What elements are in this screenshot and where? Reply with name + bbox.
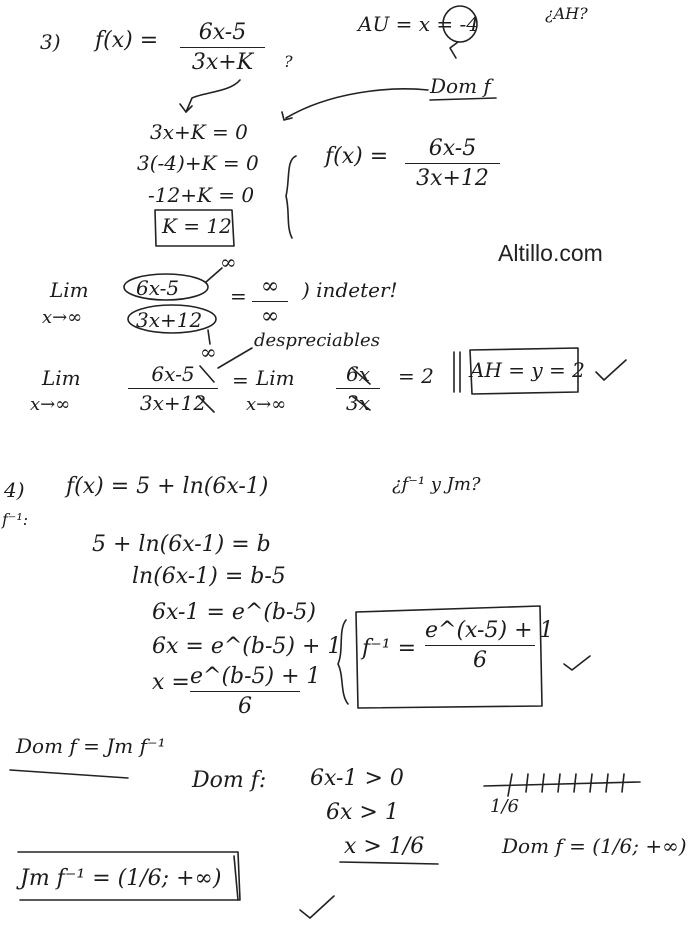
check-mark-2 — [564, 656, 590, 670]
inverse-denominator: 6 — [473, 648, 487, 673]
x-lhs: x = — [152, 670, 190, 695]
arrow-k — [186, 80, 240, 112]
function-2-numerator: 6x-5 — [428, 136, 477, 161]
despreciables-note: despreciables — [254, 330, 380, 351]
step-3: -12+K = 0 — [148, 183, 255, 207]
limit-result: = 2 — [398, 364, 434, 388]
vertical-asymptote: AU = x = -4 — [358, 12, 480, 36]
fraction-bar — [336, 388, 380, 389]
lim-3-numerator: 6x — [345, 362, 370, 386]
infinity-mark-bottom: ∞ — [200, 340, 217, 364]
problem-3-denominator: 3x+K — [191, 50, 254, 75]
x-fraction — [190, 664, 321, 719]
fraction-bar — [190, 691, 300, 692]
watermark: Altillo.com — [498, 240, 603, 266]
k-result: K = 12 — [162, 214, 232, 238]
check-mark-3 — [300, 896, 334, 918]
inverse-mark: f⁻¹: — [2, 510, 29, 529]
p4-step-2: ln(6x-1) = b-5 — [132, 564, 286, 589]
step-2: 3(-4)+K = 0 — [137, 151, 259, 175]
number-line-label: 1/6 — [490, 796, 519, 817]
fraction-bar — [252, 301, 288, 302]
arrow-dom — [286, 89, 428, 118]
lim-1-numerator: 6x-5 — [136, 276, 180, 300]
problem-3-numerator: 6x-5 — [198, 20, 247, 45]
function-2-label: f(x) = — [325, 144, 389, 169]
problem-3-number: 3) — [40, 30, 61, 54]
lim-3-denominator: 3x — [345, 391, 370, 415]
dom-f-label: Dom f — [430, 74, 491, 98]
check-mark-1 — [596, 360, 626, 380]
inequality-1: 6x-1 > 0 — [310, 766, 404, 791]
arrow-minus-four — [450, 42, 458, 58]
lim-2-word: Lim — [42, 366, 81, 390]
dom-equals-jm: Dom f = Jm f⁻¹ — [16, 734, 166, 758]
infinity-mark-top: ∞ — [220, 250, 237, 274]
p4-step-1: 5 + ln(6x-1) = b — [92, 532, 271, 557]
inequality-2: 6x > 1 — [326, 800, 399, 825]
x-numerator: e^(b-5) + 1 — [190, 664, 321, 689]
fraction-bar — [128, 388, 218, 389]
infinity-denominator: ∞ — [260, 304, 280, 329]
lim-2-numerator: 6x-5 — [151, 362, 195, 386]
infinity-numerator: ∞ — [260, 274, 280, 299]
lim-1-word: Lim — [50, 278, 89, 302]
lim-1-sub: x→∞ — [42, 307, 83, 328]
lim-3-sub: x→∞ — [246, 394, 287, 415]
function-2-denominator: 3x+12 — [416, 166, 489, 191]
inverse-fraction — [425, 618, 554, 673]
brace-inverse — [338, 620, 348, 704]
domain-result: Dom f = (1/6; +∞) — [502, 834, 687, 858]
lim-1-denominator: 3x+12 — [136, 308, 203, 332]
lim-1-equals: = — [230, 284, 247, 308]
inverse-lhs: f⁻¹ = — [362, 636, 417, 661]
fraction-bar — [180, 47, 265, 48]
indeterminate-note: ) indeter! — [302, 278, 398, 302]
fraction-bar — [405, 163, 500, 164]
image-result: Jm f⁻¹ = (1/6; +∞) — [20, 866, 222, 891]
x-denominator: 6 — [238, 694, 252, 719]
p4-step-4: 6x = e^(b-5) + 1 — [152, 634, 342, 659]
infinity-fraction — [252, 274, 288, 329]
dom-f-label-2: Dom f: — [192, 768, 267, 793]
problem-3-function-label: f(x) = — [95, 28, 159, 53]
problem-4-question: ¿f⁻¹ y Jm? — [392, 474, 481, 495]
lim-3-fraction — [336, 362, 380, 415]
lim-2-equals: = — [232, 368, 249, 392]
lim-2-denominator: 3x+12 — [139, 391, 207, 415]
number-line — [484, 782, 640, 786]
lim-3-word: Lim — [256, 366, 295, 390]
problem-3-function-fraction — [180, 20, 265, 75]
problem-4-function: f(x) = 5 + ln(6x-1) — [66, 474, 269, 499]
fraction-bar — [425, 645, 535, 646]
inverse-numerator: e^(x-5) + 1 — [425, 618, 554, 643]
lim-2-fraction — [128, 362, 218, 415]
brace-system — [286, 156, 296, 238]
question-k: ? — [284, 52, 293, 71]
lim-2-sub: x→∞ — [30, 394, 71, 415]
inequality-3: x > 1/6 — [344, 834, 425, 859]
problem-4-number: 4) — [4, 478, 25, 502]
horizontal-asymptote-result: AH = y = 2 — [470, 358, 585, 382]
step-1: 3x+K = 0 — [150, 120, 248, 144]
horizontal-asymptote-question: ¿AH? — [545, 4, 588, 23]
function-2-fraction — [405, 136, 500, 191]
p4-step-3: 6x-1 = e^(b-5) — [152, 600, 317, 625]
